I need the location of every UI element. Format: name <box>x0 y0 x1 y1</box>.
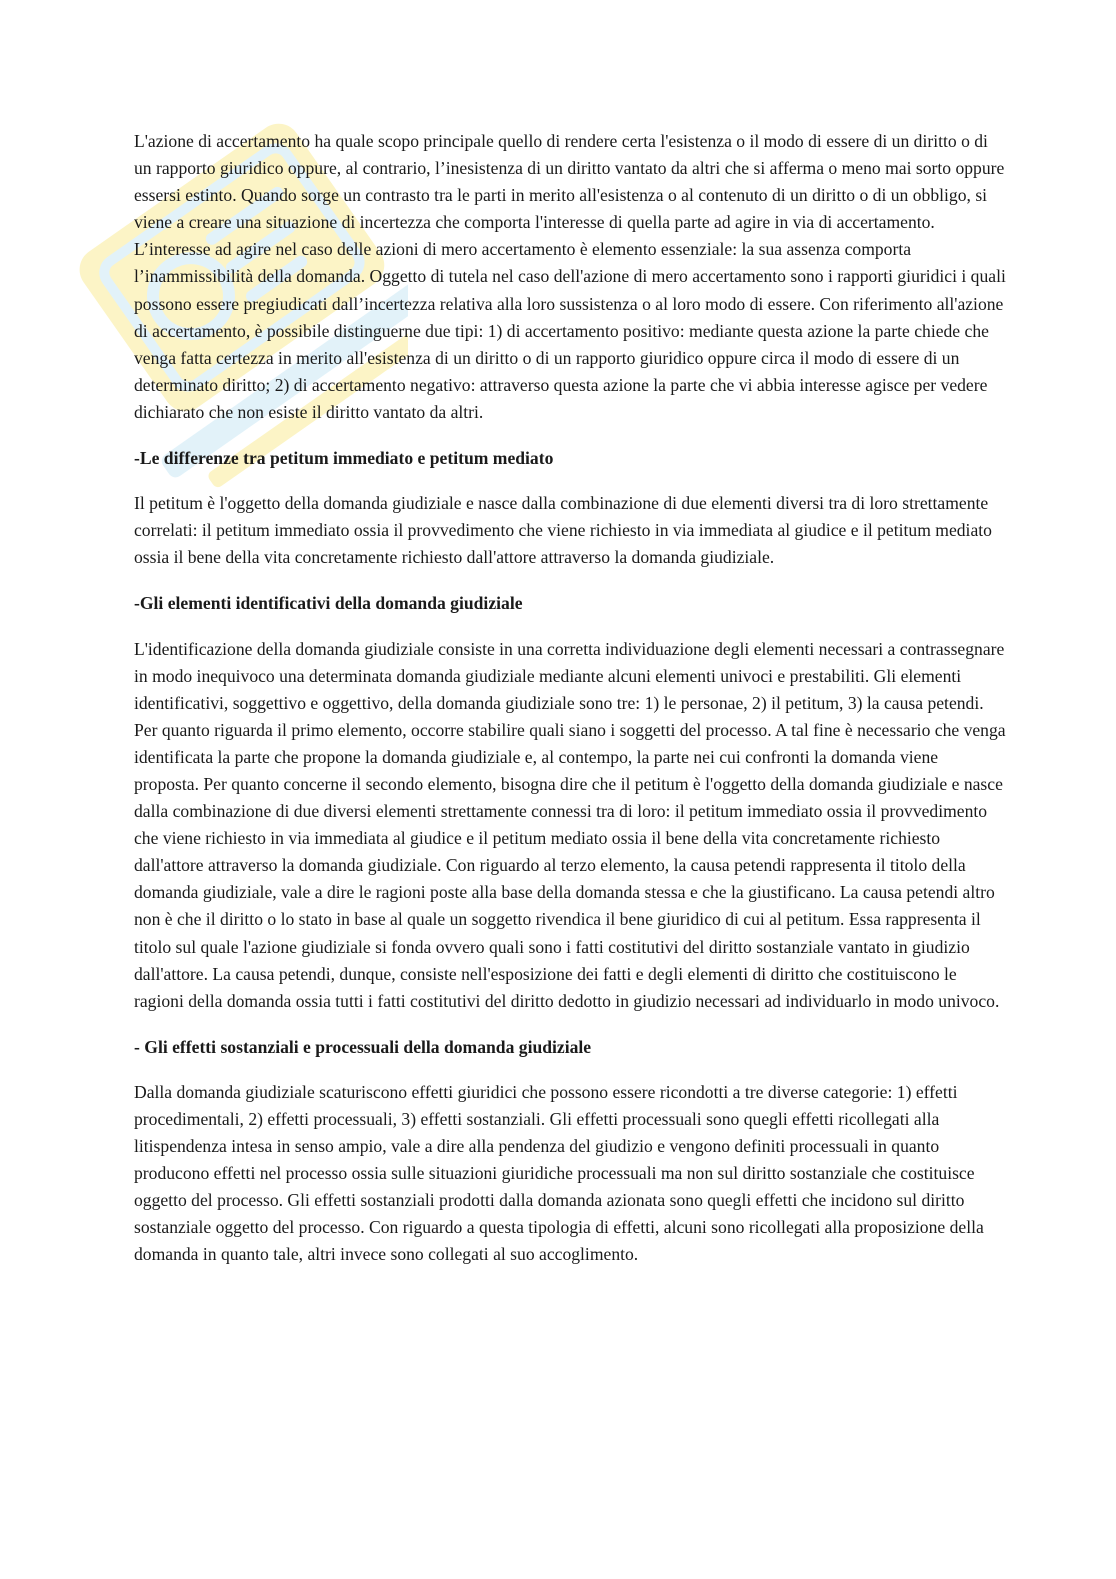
heading-petitum: -Le differenze tra petitum immediato e petitum mediato <box>134 448 554 469</box>
paragraph-azione-accertamento: L'azione di accertamento ha quale scopo principale quello di rendere certa l'esistenza o il modo di essere di un diritto o di un rapporto giuridico oppure, al contrario, l’inesistenza di un diritto vantato da altri che si afferma o meno mai sorto oppure essersi estinto. Quando sorge un contrasto tra le parti in merito all'esistenza o al contenuto di un diritto o di un obbligo, si viene a creare una situazione di incertezza che comporta l'interesse di quella parte ad agire in via di accertamento. L’interesse ad agire nel caso delle azioni di mero accertamento è elemento essenziale: la sua assenza comporta l’inammissibilità della domanda. Oggetto di tutela nel caso dell'azione di mero accertamento sono i rapporti giuridici i quali possono essere pregiudicati dall’incertezza relativa alla loro sussistenza o al loro modo di essere. Con riferimento all'azione di accertamento, è possibile distinguerne due tipi: 1) di accertamento positivo: mediante questa azione la parte chiede che venga fatta certezza in merito all'esistenza di un diritto o di un rapporto giuridico oppure circa il modo di essere di un determinato diritto; 2) di accertamento negativo: attraverso questa azione la parte che vi abbia interesse agisce per vedere dichiarato che non esiste il diritto vantato da altri. <box>134 131 1006 422</box>
paragraph-petitum: Il petitum è l'oggetto della domanda giudiziale e nasce dalla combinazione di due elementi diversi tra di loro strettamente correlati: il petitum immediato ossia il provvedimento che viene richiesto in via immediata al giudice e il petitum mediato ossia il bene della vita concretamente richiesto dall'attore attraverso la domanda giudiziale. <box>134 493 992 568</box>
paragraph-elementi-identificativi: L'identificazione della domanda giudiziale consiste in una corretta individuazione degli elementi necessari a contrassegnare in modo inequivoco una determinata domanda giudiziale mediante alcuni elementi univoci e prestabiliti. Gli elementi identificativi, soggettivo e oggettivo, della domanda giudiziale sono tre: 1) le personae, 2) il petitum, 3) la causa petendi. Per quanto riguarda il primo elemento, occorre stabilire quali siano i soggetti del processo. A tal fine è necessario che venga identificata la parte che propone la domanda giudiziale e, al contempo, la parte nei cui confronti la domanda viene proposta. Per quanto concerne il secondo elemento, bisogna dire che il petitum è l'oggetto della domanda giudiziale e nasce dalla combinazione di due diversi elementi strettamente connessi tra di loro: il petitum immediato ossia il provvedimento che viene richiesto in via immediata al giudice e il petitum mediato ossia il bene della vita concretamente richiesto dall'attore attraverso la domanda giudiziale. Con riguardo al terzo elemento, la causa petendi rappresenta il titolo della domanda giudiziale, vale a dire le ragioni poste alla base della domanda stessa e che la giustificano. La causa petendi altro non è che il diritto o lo stato in base al quale un soggetto rivendica il bene giuridico di cui al petitum. Essa rappresenta il titolo sul quale l'azione giudiziale si fonda ovvero quali sono i fatti costitutivi del diritto sostanziale vantato in giudizio dall'attore. La causa petendi, dunque, consiste nell'esposizione dei fatti e degli elementi di diritto che costituiscono le ragioni della domanda ossia tutti i fatti costitutivi del diritto dedotto in giudizio necessari ad individuarlo in modo univoco. <box>134 638 1006 1011</box>
paragraph-effetti: Dalla domanda giudiziale scaturiscono effetti giuridici che possono essere ricondotti a tre diverse categorie: 1) effetti procedimentali, 2) effetti processuali, 3) effetti sostanziali. Gli effetti processuali sono quegli effetti ricollegati alla litispendenza intesa in senso ampio, vale a dire alla pendenza del giudizio e vengono definiti processuali in quanto producono effetti nel processo ossia sulle situazioni giuridiche processuali ma non sul diritto sostanziale che costituisce oggetto del processo. Gli effetti sostanziali prodotti dalla domanda azionata sono quegli effetti che incidono sul diritto sostanziale oggetto del processo. Con riguardo a questa tipologia di effetti, alcuni sono ricollegati alla proposizione della domanda in quanto tale, altri invece sono collegati al suo accoglimento. <box>134 1081 984 1265</box>
heading-effetti: - Gli effetti sostanziali e processuali della domanda giudiziale <box>134 1036 592 1057</box>
heading-elementi-identificativi: -Gli elementi identificativi della domanda giudiziale <box>134 593 523 614</box>
document-body <box>134 128 1006 1269</box>
